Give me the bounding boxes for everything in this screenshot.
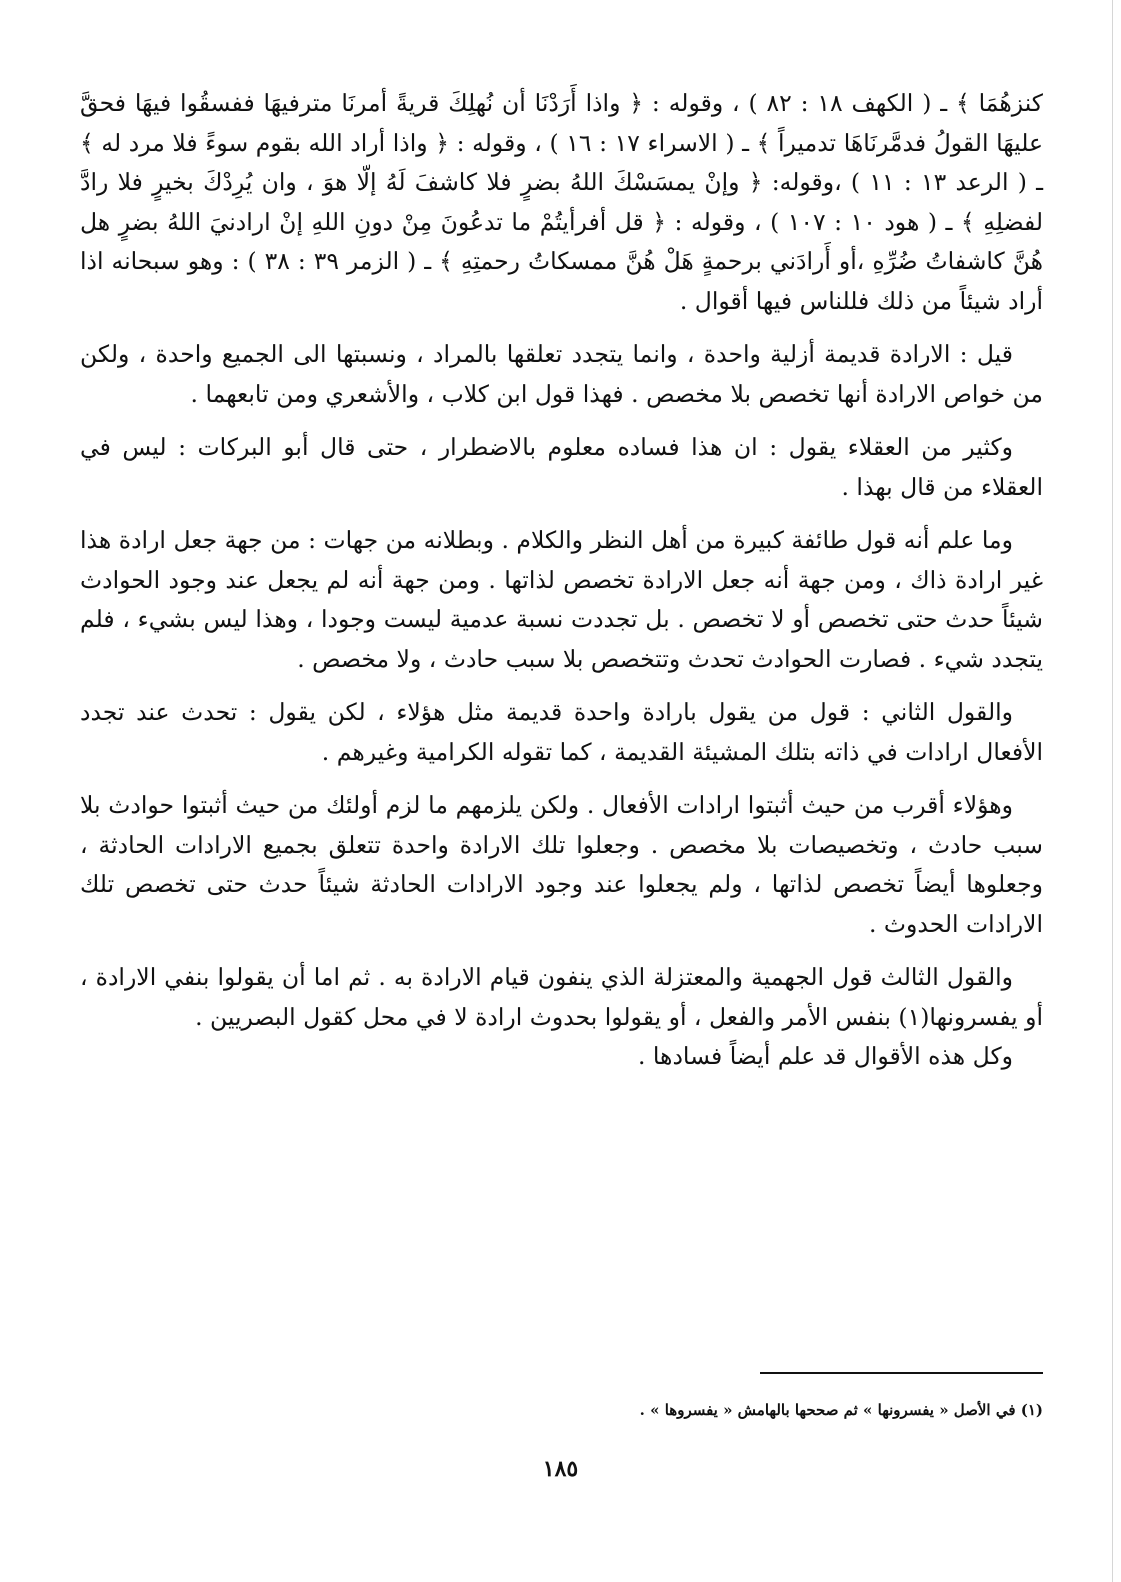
paragraph-second-opinion-critique: وهؤلاء أقرب من حيث أثبتوا ارادات الأفعال . ولكن يلزمهم ما لزم أولئك من حيث أثبتوا حوادث بلا سبب حادث ، وتخصيصات بلا مخصص . وجعلوا تلك الارادة واحدة تتعلق بجميع الارادات الحادثة ، وجعلوها أيضاً تخصص لذاتها ، ولم يجعلوا عند وجود الارادات الحادثة شيئاً حدث حتى تخصص تلك الارادات الحدوث .: [80, 791, 1043, 938]
paragraph-conclusion: وكل هذه الأقوال قد علم أيضاً فسادها .: [637, 1042, 1013, 1070]
paragraph-first-opinion: قيل : الارادة قديمة أزلية واحدة ، وانما يتجدد تعلقها بالمراد ، ونسبتها الى الجميع واحدة ، ولكن من خواص الارادة أنها تخصص بلا مخصص . فهذا قول ابن كلاب ، والأشعري ومن تابعهما .: [80, 340, 1043, 408]
page-number: ١٨٥: [542, 1456, 579, 1482]
scan-edge-line: [1112, 0, 1113, 1582]
paragraph-abu-barakat: وكثير من العقلاء يقول : ان هذا فساده معلوم بالاضطرار ، حتى قال أبو البركات : ليس في العقلاء من قال بهذا .: [80, 433, 1043, 501]
paragraph-refutation: وما علم أنه قول طائفة كبيرة من أهل النظر والكلام . وبطلانه من جهات : من جهة جعل ارادة هذا غير ارادة ذاك ، ومن جهة أنه جعل الارادة تخصص لذاتها . ومن جهة أنه لم يجعل عند وجود الحوادث شيئاً حدث حتى تخصص أو لا تخصص . بل تجددت نسبة عدمية ليست وجودا ، وهذا ليس بشيء ، فلم يتجدد شيء . فصارت الحوادث تحدث وتتخصص بلا سبب حادث ، ولا مخصص .: [80, 526, 1043, 673]
paragraph-quranic-citations: كنزهُمَا ﴾ ـ ( الكهف ١٨ : ٨٢ ) ، وقوله : ﴿ واذا أَرَدْنَا أن نُهلِكَ قريةً أمرنَا مترفيهَا ففسقُوا فيهَا فحقَّ عليهَا القولُ فدمَّرنَاهَا تدميراً ﴾ ـ ( الاسراء ١٧ : ١٦ ) ، وقوله : ﴿ واذا أراد الله بقوم سوءً فلا مرد له ﴾ ـ ( الرعد ١٣ : ١١ ) ،وقوله: ﴿ وإنْ يمسَسْكَ اللهُ بضرٍ فلا كاشفَ لَهُ إلّا هوَ ، وان يُرِدْكَ بخيرٍ فلا رادَّ لفضلِهِ ﴾ ـ ( هود ١٠ : ١٠٧ ) ، وقوله : ﴿ قل أفرأيتُمْ ما تدعُونَ مِنْ دونِ اللهِ إنْ ارادنيَ اللهُ بضرٍ هل هُنَّ كاشفاتُ ضُرِّهِ ،أو أَرادَني برحمةٍ هَلْ هُنَّ ممسكاتُ رحمتِهِ ﴾ ـ ( الزمر ٣٩ : ٣٨ ) : وهو سبحانه اذا أراد شيئاً من ذلك فللناس فيها أقوال .: [80, 89, 1044, 315]
main-text-block: [80, 84, 1043, 1091]
footnote: (١) في الأصل « يفسرونها » ثم صححها بالهامش « يفسروها » .: [639, 1401, 1043, 1419]
footnote-separator: [760, 1372, 1043, 1374]
paragraph-second-opinion: والقول الثاني : قول من يقول بارادة واحدة قديمة مثل هؤلاء ، لكن يقول : تحدث عند تجدد الأفعال ارادات في ذاته بتلك المشيئة القديمة ، كما تقوله الكرامية وغيرهم .: [80, 698, 1043, 766]
paragraph-third-opinion: والقول الثالث قول الجهمية والمعتزلة الذي ينفون قيام الارادة به . ثم اما أن يقولوا بنفي الارادة ، أو يفسرونها(١) بنفس الأمر والفعل ، أو يقولوا بحدوث ارادة لا في محل كقول البصريين .: [80, 963, 1043, 1031]
